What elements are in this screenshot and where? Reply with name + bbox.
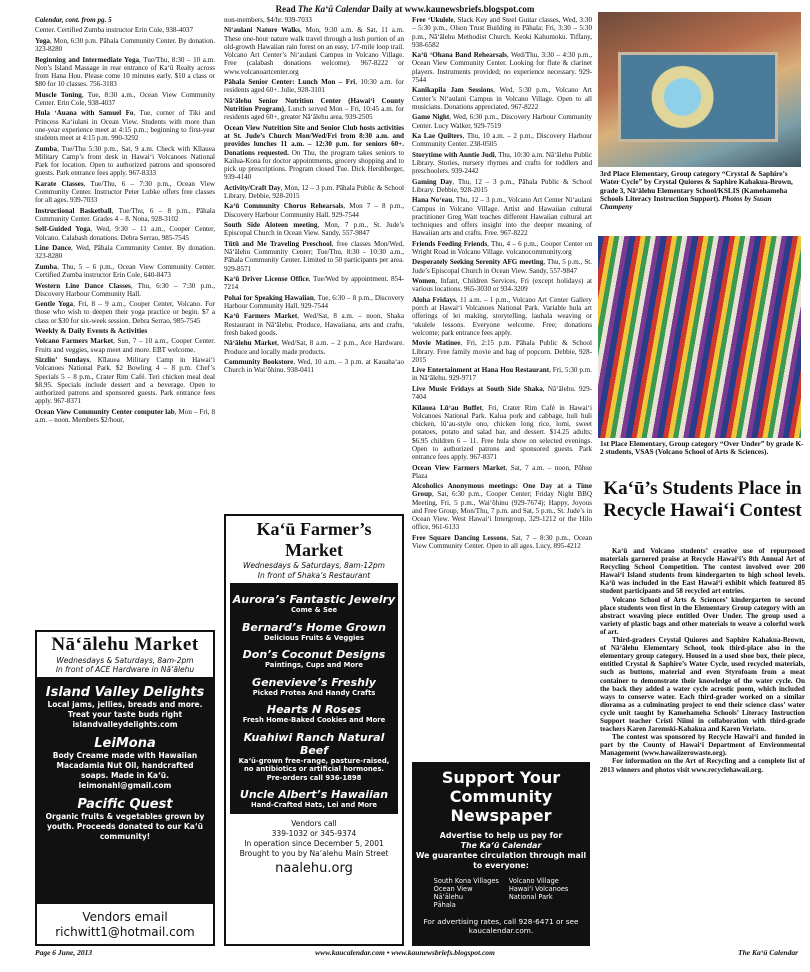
event-item — [224, 184, 404, 201]
event-item — [224, 312, 404, 337]
story-paragraph: For information on the Art of Recycling and a complete list of 2013 winners and photos visit www.recyclehawaii.org. — [600, 757, 805, 774]
event-details: , Thu, 5 – 6 p.m., Ocean View Community Center. Certified Zumba instructor Erin Cole, 640-8473 — [35, 262, 215, 280]
vendor-name: Uncle Albert’s Hawaiian — [239, 788, 389, 801]
event-item — [35, 225, 215, 242]
event-item — [412, 366, 592, 383]
event-details: , Nā‘ālehu. 929-7404 — [412, 384, 592, 402]
support-ad-title: Support Your Community Newspaper — [441, 768, 561, 825]
event-details: , Sun, 7 – 10 a.m., Cooper Center. Fruits and veggies, swap meet and more. EBT welcome. — [35, 337, 215, 354]
naalehu-market-hours: Wednesdays & Saturdays, 8am-2pm — [56, 656, 194, 665]
event-item — [224, 202, 404, 219]
event-item — [412, 151, 592, 176]
event-title: Yoga — [35, 36, 50, 45]
event-title: Kanikapila Jam Sessions — [412, 86, 494, 95]
event-item — [35, 244, 215, 261]
event-title: Live Entertainment at Hana Hou Restaurant — [412, 366, 550, 375]
support-ad-body — [412, 831, 590, 871]
kau-market-title: Ka‘ū Farmer’s Market — [256, 519, 372, 560]
story-paragraph: The contest was sponsored by Recycle Hawai‘i and funded in part by the County of Hawai‘i Department of Environmental Management (www.hawaiizerowaste.org). — [600, 733, 805, 758]
event-item — [35, 109, 215, 142]
footer-urls: www.kaucalendar.com • www.kaunewsbriefs.blogspot.com — [315, 948, 495, 957]
vendor-name: Bernard’s Home Grown — [242, 620, 386, 634]
story-paragraph: Third-graders Crystal Quiores and Saphire Kahakua-Brown, of Nā‘ālehu Elementary School, took third-place also in the elementary group category. Housed in a used shoe box, their piece, entitled Crystal & Saphire’s Water Cycle, used recycled materials, such as buttons, material and even Styrofoam from a meat container to demonstrate their knowledge of the water cycle. On the back they added a water cycle acrostic poem, which included ways to conserve water. Each third-grader worked on a similar diorama as a culminating project to end their science class’ water cycle unit taught by Kamehameha Schools’ Literacy Instruction Support teacher Cristi Niimi in collaboration with third-grade teachers Karen Jaremski-Kahakua and Karen Veriato. — [600, 636, 805, 734]
support-line-3: We guarantee circulation through mail to everyone: — [415, 851, 587, 870]
event-title: Ocean View Community Center computer lab — [35, 407, 175, 416]
event-title: Nā‘ālehu Market — [224, 339, 278, 348]
vendor-description: Fresh Home-Baked Cookies and More — [242, 716, 386, 724]
vendor-description: Local jams, jellies, breads and more. Treat your taste buds right islandvalleydelights.com — [47, 700, 203, 729]
circulation-places — [412, 877, 590, 909]
vendor-name: Hearts N Roses — [266, 703, 362, 716]
kau-farmers-market-ad — [224, 514, 404, 946]
event-item — [224, 358, 404, 375]
advertising-rates: For advertising rates, call 928-6471 or see kaucalendar.com. — [423, 917, 579, 935]
event-item — [412, 339, 592, 364]
event-title: Community Bookstore — [224, 357, 294, 366]
event-details: , Tue, corner of Tiki and Princess Ka‘iulani in Ocean View. Students with more than one-year experience meet at 4:15 p.m.; beginning to first-year students meet at 4:15 p.m. 990-3292 — [35, 109, 215, 143]
story-headline: Ka‘ū’s Students Place in Recycle Hawai‘i Contest — [603, 478, 802, 521]
vendors-email-label: Vendors email — [82, 910, 168, 924]
event-item — [412, 258, 592, 275]
event-details: , Thu, 5 p.m., St. Jude’s Episcopal Church in Ocean View. Sandy, 557-9847 — [412, 258, 592, 275]
vendors-email[interactable]: richwitt1@hotmail.com — [55, 925, 195, 939]
event-item — [224, 16, 404, 24]
event-details: On Thu, the program takes seniors to Kailua-Kona for doctor appointments, grocery shopping and to pick up prescriptions. Program closed Tue. Dick Hershberger, 939-4140 — [224, 148, 404, 182]
naalehu-org-link[interactable]: naalehu.org — [275, 860, 353, 876]
event-details: , Infant, Children Services, Fri (except holidays) at various locations. 965-3030 or 934-3209 — [412, 277, 592, 294]
event-title: Activity/Craft Day — [224, 183, 281, 192]
event-item — [412, 296, 592, 337]
event-item — [412, 16, 592, 49]
photo-credit: Photos by Susan Champeny — [600, 193, 772, 212]
event-title: Muscle Toning — [35, 90, 82, 99]
event-details: , Thu, 10 a.m. – 2 p.m., Discovery Harbour Community Center. 238-0505 — [412, 132, 592, 149]
event-details: , Fri, Crater Rim Café in Hawai‘i Volcanoes National Park. Kalua pork and cabbage, huli huli chicken, lū‘au-style ono, chicken long rice, lomi, sweet potatoes, potato and salad bar, and dessert. $14.25 adults; $6.95 children 6 – 11. Free hula show on selected evenings. Open to authorized patrons and sponsored guests. Park entrance fees apply. 967-8371 — [412, 403, 592, 462]
story-paragraph: Volcano School of Arts & Sciences’ kindergarten to second place students won first in the Elementary Group category with an abstract weaving piece entitled Over Under. The group used a variety of plastic bags and other materials to weave a colorful work of art. — [600, 595, 805, 636]
event-title: South Side Aloteen meeting — [224, 221, 318, 230]
calendar-column-3 — [412, 16, 592, 756]
event-item — [412, 404, 592, 462]
event-item — [35, 356, 215, 406]
event-details: , Kīlauea Military Camp in Hawai‘i Volcanoes National Park. $2 Bowling 4 – 8 p.m. Chef’s Specials 5 – 8 p.m., Crater Rim Café. Teri chicken meal deal $8.95. Specials include dessert and a beverage. Open to authorized patrons and sponsored guests. Park entrance fees apply. 967-8371 — [35, 356, 215, 406]
places-column-a — [434, 877, 499, 909]
event-title: Free ‘Ukulele — [412, 16, 454, 24]
event-item — [412, 240, 592, 257]
calendar-column-2 — [224, 16, 404, 513]
event-item — [35, 56, 215, 89]
event-title: Storytime with Auntie Judi — [412, 150, 495, 159]
event-title: Zumba — [35, 262, 58, 271]
circulation-place: Pāhala — [433, 901, 456, 909]
event-item — [224, 221, 404, 238]
event-details: , Sat, 7 a.m. – noon, Pōhue Plaza — [412, 463, 592, 480]
event-details: , Mon, 6:30 p.m. Pāhala Community Center. By donation. 323-8280 — [35, 36, 215, 54]
event-item — [412, 534, 592, 551]
vendor-name: Pacific Quest — [77, 797, 173, 812]
event-details: , Wed/Sat, 8 a.m. – noon, Shaka Restaurant in Nā‘ālehu. Produce, Hawaiiana, arts and crafts, fresh baked goods. — [224, 312, 404, 337]
over-under-weaving-photo — [598, 236, 801, 438]
event-item — [224, 78, 404, 95]
header-text: Read — [275, 4, 298, 14]
event-item — [224, 275, 404, 292]
event-details: , Mon 7 – 8 p.m., Discovery Harbour Community Hall. 929-7544 — [224, 202, 404, 219]
event-details: , Mon, 12 – 3 p.m. Pāhala Public & School Library. Debbie, 928-2015 — [224, 183, 404, 200]
event-title: Tūtū and Me Traveling Preschool — [224, 239, 332, 248]
calendar-list-3 — [412, 16, 592, 550]
event-title: Western Line Dance Classes — [35, 281, 131, 290]
story-body — [600, 547, 805, 944]
event-item — [412, 113, 592, 130]
event-title: Ka‘ū Community Chorus Rehearsals — [224, 202, 344, 211]
vendor — [37, 797, 213, 842]
event-title: Kīlauea Lū‘au Buffet — [412, 403, 482, 412]
event-item — [224, 26, 404, 76]
vendor-description: Delicious Fruits & Veggies — [263, 633, 365, 642]
page-footer — [0, 948, 810, 962]
kau-vendor-list — [230, 583, 398, 814]
sponsor-line: Brought to you by Na‘alehu Main Street — [239, 848, 389, 858]
event-title: Free Square Dancing Lessons — [412, 533, 507, 542]
event-title: Volcano Farmers Market — [35, 337, 114, 346]
header-publication: The Ka‘ū Calendar — [297, 4, 370, 14]
naalehu-market-ad — [35, 630, 215, 946]
event-title: Ka Lae Quilters — [412, 132, 463, 140]
kau-market-header — [226, 516, 402, 583]
event-title: Line Dance — [35, 244, 72, 253]
event-title: Karate Classes — [35, 179, 84, 188]
event-details: non-members, $4/hr. 939-7033 — [224, 16, 312, 24]
vendor-description: Organic fruits & vegetables grown by youth. Proceeds donated to our Ka‘ū community! — [45, 812, 205, 841]
event-title: Alcoholics Anonymous meetings: One Day at a Time Group — [412, 482, 592, 499]
event-item — [35, 282, 215, 299]
circulation-place: Volcano Village — [508, 877, 559, 885]
vendor-name: Aurora’s Fantastic Jewelry — [232, 593, 396, 606]
event-title: Live Music Fridays at South Side Shaka — [412, 384, 543, 393]
naalehu-market-header — [37, 632, 213, 679]
event-title: Ocean View Farmers Market — [412, 463, 506, 472]
places-column-b — [509, 877, 569, 909]
support-newspaper-ad — [412, 762, 590, 946]
operation-since: In operation since December 5, 2001 — [244, 838, 384, 848]
circulation-place: Nā‘ālehu — [433, 893, 463, 901]
event-item — [412, 51, 592, 84]
event-details: , Mon – Fri, 8 a.m. – noon. Members $2/hour, — [35, 407, 215, 424]
caption-1-text: 3rd Place Elementary, Group category “Crystal & Saphire’s Water Cycle” by Crystal Quiores & Saphire Kahakua-Brown, grade 3, Nā‘ālehu Elementary School/KSLIS (Kamehameha Schools Literacy Instruction Support). — [600, 169, 793, 203]
naalehu-vendor-list — [37, 685, 213, 842]
event-details: , Tue/Thu, 6 – 8 p.m., Pāhala Community Center. Grades 4 – 8. Nona, 928-3102 — [35, 206, 215, 223]
event-item — [224, 339, 404, 356]
vendor-description: Picked Protea And Handy Crafts — [252, 688, 376, 697]
event-details: , Sat, 7 – 8:30 p.m., Ocean View Community Center. Open to all ages. Lucy, 895-4212 — [412, 533, 592, 551]
event-item — [412, 132, 592, 149]
event-title: Ka‘ū Farmers Market — [224, 312, 298, 321]
event-details: , Thu, 12 – 3 p.m., Volcano Art Center Ni‘aulani Campus in Volcano Village. Artist and Hawaiian cultural practitioner Greg Watt teaches different Hawaiian cultural art techniques and offers insight into the deeper meaning of Hawaiian arts and crafts. Free. 967-8222 — [412, 196, 592, 238]
event-details: , Tue/Thu 5:30 p.m., Sat, 9 a.m. Check with Kīlauea Military Camp’s front desk in Hawai‘i Volcanoes National Park for location. Open to authorized patrons and sponsored guests. Park entrance fees apply. 967-8333 — [35, 144, 215, 178]
event-title: Ocean View Nutrition Site and Senior Club hosts activities at St. Jude’s Church Mon/Wed/Fri from 8:30 a.m. and provides lunches 11 a.m. – 12:30 p.m. for seniors 60+. Donations requested. — [224, 123, 404, 157]
vendor — [232, 788, 396, 810]
event-details: , Fri, 2:15 p.m. Pāhala Public & School Library. Free family movie and bag of popcorn. Debbie, 928-2015 — [412, 339, 592, 364]
event-details: , Sat, 6:30 p.m., Cooper Center; Friday Night BBQ Meeting, Fri, 5 p.m., Wai‘ōhinu (929-7674); Happy, Joyous and Free Group, Mon/Thu, 7 p.m. and Sat, 5 p.m., St. Jude’s in Ocean View. West Hawai‘i Intergroup, 329-1212 or the Hilo office, 961-6133 — [412, 490, 592, 532]
calendar-list-weekly — [35, 337, 215, 424]
event-details: , Tue/Wed by appointment. 854-7214 — [224, 274, 404, 292]
event-title: Women — [412, 277, 436, 286]
event-details: , Wed, Pāhala Community Center. By donation. 323-8280 — [35, 244, 215, 261]
calendar-list-2 — [224, 16, 404, 374]
event-details: , free classes Mon/Wed, Nā‘ālehu Community Center; Tue/Thu, 8:30 - 10:30 a.m., Pāhala Community Center. Limited to 50 participants per area. 929-8571 — [224, 239, 404, 273]
event-details: , Mon, 7 p.m., St. Jude’s Episcopal Church in Ocean View. Sandy, 557-9847 — [224, 221, 404, 238]
event-title: Movie Matinee — [412, 339, 461, 348]
event-item — [35, 26, 215, 34]
event-title: Nā‘ālehu Senior Nutrition Center (Hawai‘i County Nutrition Program) — [224, 96, 404, 114]
event-item — [35, 408, 215, 425]
event-title: Ka‘ū Driver License Office — [224, 274, 309, 283]
event-title: Zumba — [35, 144, 58, 153]
circulation-place: Ocean View — [433, 885, 473, 893]
vendor-name: Kuahiwi Ranch Natural Beef — [243, 730, 385, 757]
circulation-place: South Kona Villages — [433, 877, 499, 885]
vendor-description: Paintings, Cups and More — [265, 661, 363, 669]
footer-publication: The Ka‘ū Calendar — [737, 948, 798, 957]
circulation-place: National Park — [508, 893, 553, 901]
kau-market-location: In front of Shaka’s Restaurant — [257, 571, 371, 580]
event-details: , Wed, 5:30 p.m., Volcano Art Center’s Ni‘aulani Campus in Volcano Village. Open to all musicians. Donations appreciated. 967-8222 — [412, 86, 592, 111]
event-details: , Tue/Thu, 8:30 – 10 a.m. Non’s Island Massage in rear entrance of Ka‘ū Realty across from Hana Hou. Please come 10 minutes early. $10 a class or $80 for 10 classes. 756-3183 — [35, 55, 215, 89]
event-details: , Mon, 9:30 a.m. & Sat, 11 a.m. These one-hour nature walk travel through a lush portion of an old-growth Hawaiian rain forest on an easy, 1/7-mile loop trail. Volcano Art Center’s Ni‘aulani Campus in Volcano Village. Free (calabash donations welcome). 967-8222 or www.volcanoartcenter.org — [224, 26, 404, 76]
event-title: Gentle Yoga — [35, 300, 74, 309]
kau-market-contact — [226, 814, 402, 881]
event-details: , Tue, 8:30 a.m., Ocean View Community Center. Erin Cole, 938-4037 — [35, 90, 215, 107]
vendor-description: Ka‘ū-grown free-range, pasture-raised, no antibiotics or artificial hormones. Pre-orders call 936-1898 — [238, 756, 390, 782]
vendor — [37, 685, 213, 730]
vendor-description: Body Creame made with Hawaiian Macadamia Nut Oil, handcrafted soaps. Made in Ka‘ū. leimonahl@gmail.com — [52, 751, 198, 790]
event-title: Instructional Basketball — [35, 206, 112, 215]
vendor — [37, 736, 213, 791]
event-details: , Thu, 12 – 3 p.m., Pāhala Public & School Library. Debbie, 928-2015 — [412, 177, 592, 194]
kau-market-hours: Wednesdays & Saturdays, 8am-12pm — [243, 561, 385, 570]
weekly-events-heading: Weekly & Daily Events & Activities — [35, 326, 148, 336]
water-cycle-diorama-photo — [598, 12, 801, 167]
event-details: Center. Certified Zumba instructor Erin Cole, 938-4037 — [35, 26, 193, 35]
event-item — [35, 145, 215, 178]
vendor-name: LeiMona — [94, 736, 156, 751]
event-details: , Wed/Sat, 8 a.m. – 2 p.m., Ace Hardware. Produce and locally made products. — [224, 339, 404, 356]
vendor — [232, 593, 396, 615]
event-details: , Wed, 6:30 p.m., Discovery Harbour Community Center. Lucy Walker, 929-7519 — [412, 113, 592, 130]
event-title: Pohai for Speaking Hawaiian — [224, 293, 314, 302]
vendor-description: Hand-Crafted Hats, Lei and More — [251, 801, 377, 809]
event-details: , Wed, 10 a.m. – 3 p.m. at Kauaha‘ao Church in Wai‘ōhinu. 938-0411 — [224, 357, 404, 375]
event-title: Pāhala Senior Center: Lunch Mon – Fri — [224, 78, 356, 87]
vendors-phone: 339-1032 or 345-9374 — [271, 828, 357, 838]
support-line-2: The Ka‘ū Calendar — [460, 841, 542, 850]
event-item — [35, 91, 215, 108]
vendor — [232, 648, 396, 670]
naalehu-market-title: Nā‘ālehu Market — [51, 634, 199, 655]
event-item — [412, 277, 592, 294]
story-paragraph: Ka‘ū and Volcano students’ creative use of repurposed materials garnered praise at Recycle Hawai‘i’s 8th Annual Art of Recycling School Competition. The contest involved over 200 Hawai‘i Island students from kindergarten to high school levels. Ka‘ū was included in the East Hawai‘i exhibit which featured 85 student participants and 58 recycled art entries. — [600, 547, 805, 596]
event-title: Game Night — [412, 113, 450, 122]
event-details: , Fri, 5:30 p.m. in Nā‘ālehu. 929-9717 — [412, 366, 592, 383]
event-item — [412, 86, 592, 111]
vendor-name: Don’s Coconut Designs — [242, 648, 386, 661]
vendor — [232, 703, 396, 725]
event-title: Ni‘aulani Nature Walks — [224, 26, 300, 35]
naalehu-market-contact — [37, 902, 213, 944]
event-item — [412, 385, 592, 402]
vendor — [232, 621, 396, 643]
event-title: Ka‘ū ‘Ohana Band Rehearsals — [412, 51, 507, 60]
event-item — [35, 263, 215, 280]
event-title: Hula ‘Auana with Samuel Fo — [35, 109, 134, 118]
event-item — [35, 207, 215, 224]
event-item — [412, 482, 592, 532]
circulation-place: Hawai‘i Volcanoes — [508, 885, 569, 893]
event-title: Hana No‘eau — [412, 196, 453, 205]
event-item — [35, 300, 215, 325]
event-item — [412, 178, 592, 195]
event-details: , Tue, 6:30 – 8 p.m., Discovery Harbour Community Hall. 929-7544 — [224, 293, 404, 310]
vendors-call-label: Vendors call — [291, 818, 337, 828]
event-details: , Fri, 8 – 9 a.m., Cooper Center, Volcano. For those who wish to deepen their yoga practice or begin. $7 a class or $30 for six-week session. Debra Serrao, 985-7545 — [35, 300, 215, 325]
vendor-name: Island Valley Delights — [45, 685, 205, 700]
calendar-continued-label: Calendar, cont. from pg. 5 — [35, 16, 112, 24]
support-line-1: Advertise to help us pay for — [439, 831, 563, 840]
event-title: Self-Guided Yoga — [35, 225, 91, 234]
vendor-description: Come & See — [290, 606, 338, 614]
event-details: , Wed, 9:30 – 11 a.m., Cooper Center, Volcano. Calabash donations. Debra Serrao, 985-7545 — [35, 225, 215, 242]
event-item — [224, 97, 404, 122]
event-item — [224, 240, 404, 273]
event-title: Aloha Fridays — [412, 295, 456, 304]
event-title: Sizzlin’ Sundays — [35, 356, 90, 365]
vendor — [232, 676, 396, 698]
event-details: , Thu, 10:30 a.m. Nā‘ālehu Public Library. Stories, nursery rhymes and crafts for toddlers and preschoolers. 939-2442 — [412, 150, 592, 176]
event-item — [224, 294, 404, 311]
event-title: Gaming Day — [412, 177, 453, 186]
vendor-name: Genevieve’s Freshly — [252, 675, 376, 689]
event-item — [412, 464, 592, 481]
event-details: , 10:30 a.m. for residents aged 60+. Julie, 928-3101 — [224, 78, 404, 95]
event-details: , Tue/Thu, 6 – 7:30 p.m., Ocean View Community Center. Instructor Peter Lubke offers free classes for all ages. 939-7033 — [35, 179, 215, 205]
header-url: Daily at www.kaunewsbriefs.blogspot.com — [369, 4, 535, 14]
event-title: Friends Feeding Friends — [412, 239, 488, 248]
event-details: , Slack Key and Steel Guitar classes, Wed, 3:30 – 5:30 p.m., Olson Trust Building in Pāhala; Fri, 3:30 – 5:30 p.m., Nā‘ālehu Methodist Church. Keoki Kahumoku. Tiffany, 938-6582 — [412, 16, 592, 49]
event-details: , 11 a.m. – 1 p.m., Volcano Art Center Gallery porch at Hawai‘i Volcanoes National Park. Variable hula art offerings of lei making, storytelling, lauhala weaving or ‘ukulele lessons. Everyone welcome. Free; donations welcome; park entrance fees apply. — [412, 295, 592, 337]
event-details: , Thu, 6:30 – 7:30 p.m., Discovery Harbour Community Hall. — [35, 281, 215, 298]
event-item — [35, 37, 215, 54]
naalehu-market-location: In front of ACE Hardware in Nā‘ālehu — [55, 665, 195, 674]
footer-page-date: Page 6 June, 2013 — [35, 948, 93, 957]
event-title: Beginning and Intermediate Yoga — [35, 55, 140, 64]
event-item — [35, 180, 215, 205]
event-item — [412, 196, 592, 237]
event-details: , Thu, 4 – 6 p.m., Cooper Center on Wright Road in Volcano Village. volcanocommunity.org — [412, 239, 592, 256]
calendar-column-1 — [35, 16, 215, 623]
vendor — [232, 731, 396, 783]
event-item — [224, 124, 404, 182]
event-item — [35, 337, 215, 354]
photo-caption-2: 1st Place Elementary, Group category “Over Under” by grade K-2 students, VSAS (Volcano School of Arts & Sciences). — [600, 439, 804, 457]
calendar-list-1 — [35, 26, 215, 325]
event-details: , Wed/Thu, 3:30 – 4:30 p.m., Ocean View Community Center. Looking for flute & clarinet players. Instruments provided; no experience necessary. 929-7544 — [412, 51, 592, 84]
photo-caption-1 — [600, 170, 805, 211]
event-details: , Lunch served Mon – Fri, 10:45 a.m. for residents aged 60+, greater Nā‘ālehu area. 939-2505 — [224, 105, 404, 122]
event-title: Desperately Seeking Serenity AFG meeting — [412, 258, 544, 267]
